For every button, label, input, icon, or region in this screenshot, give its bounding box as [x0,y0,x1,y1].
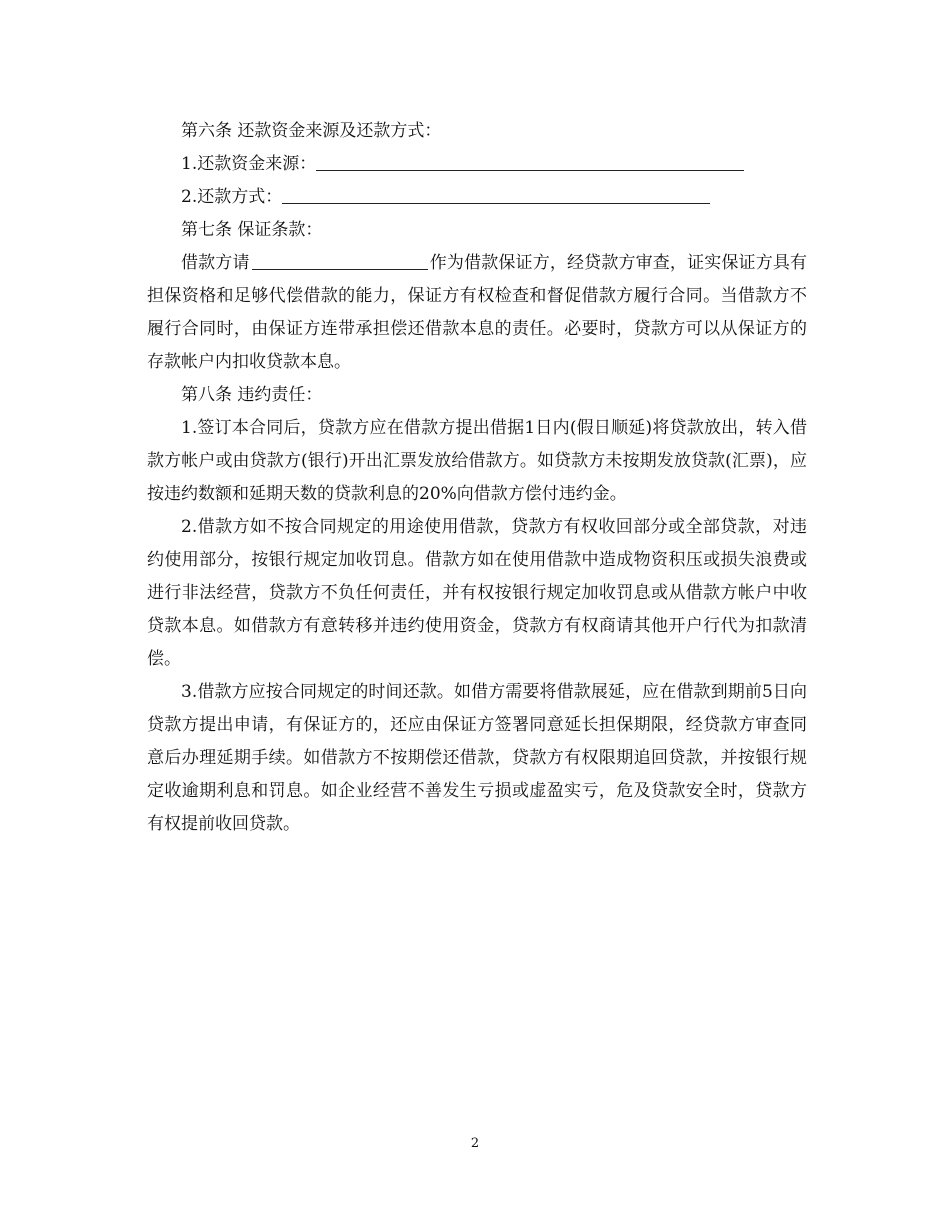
article8-item-1: 1.签订本合同后，贷款方应在借款方提出借据1日内(假日顺延)将贷款放出，转入借款方帐户或由贷款方(银行)开出汇票发放给借款方。如贷款方未按期发放贷款(汇票)，应按违约数额和延期天数的贷款利息的20%向借款方偿付违约金。 [147,418,807,504]
guarantor-blank [252,253,428,270]
repayment-method-blank [282,187,710,204]
article7-heading: 第七条 保证条款： [181,220,323,240]
repayment-source-blank [316,154,744,171]
page-number: 2 [470,1136,480,1151]
article6-heading: 第六条 还款资金来源及还款方式： [181,121,442,141]
article6-item2 [147,181,807,214]
article8-item-2: 2.借款方如不按合同规定的用途使用借款，贷款方有权收回部分或全部贷款，对违约使用部分，按银行规定加收罚息。借款方如在使用借款中造成物资积压或损失浪费或进行非法经营，贷款方不负任何责任，并有权按银行规定加收罚息或从借款方帐户中收贷款本息。如借款方有意转移并违约使用资金，贷款方有权商请其他开户行代为扣款清偿。 [147,517,807,669]
article8-item-3: 3.借款方应按合同规定的时间还款。如借方需要将借款展延，应在借款到期前5日向贷款方提出申请，有保证方的，还应由保证方签署同意延长担保期限，经贷款方审查同意后办理延期手续。如借款方不按期偿还借款，贷款方有权限期追回贷款，并按银行规定收逾期利息和罚息。如企业经营不善发生亏损或虚盈实亏，危及贷款安全时，贷款方有权提前收回贷款。 [147,682,807,834]
repayment-source-label: 1.还款资金来源： [181,154,317,174]
document-body [147,115,807,841]
article7-paragraph [147,247,807,379]
guarantee-text-suffix: 作为借款保证方，经贷款方审查，证实保证方具有担保资格和足够代偿借款的能力，保证方有权检查和督促借款方履行合同。当借款方不履行合同时，由保证方连带承担偿还借款本息的责任。必要时，贷款方可以从保证方的存款帐户内扣收贷款本息。 [147,253,808,372]
repayment-method-label: 2.还款方式： [181,187,283,207]
guarantee-text-prefix: 借款方请 [181,253,250,273]
article8-heading: 第八条 违约责任： [181,385,323,405]
article6-item1 [147,148,807,181]
